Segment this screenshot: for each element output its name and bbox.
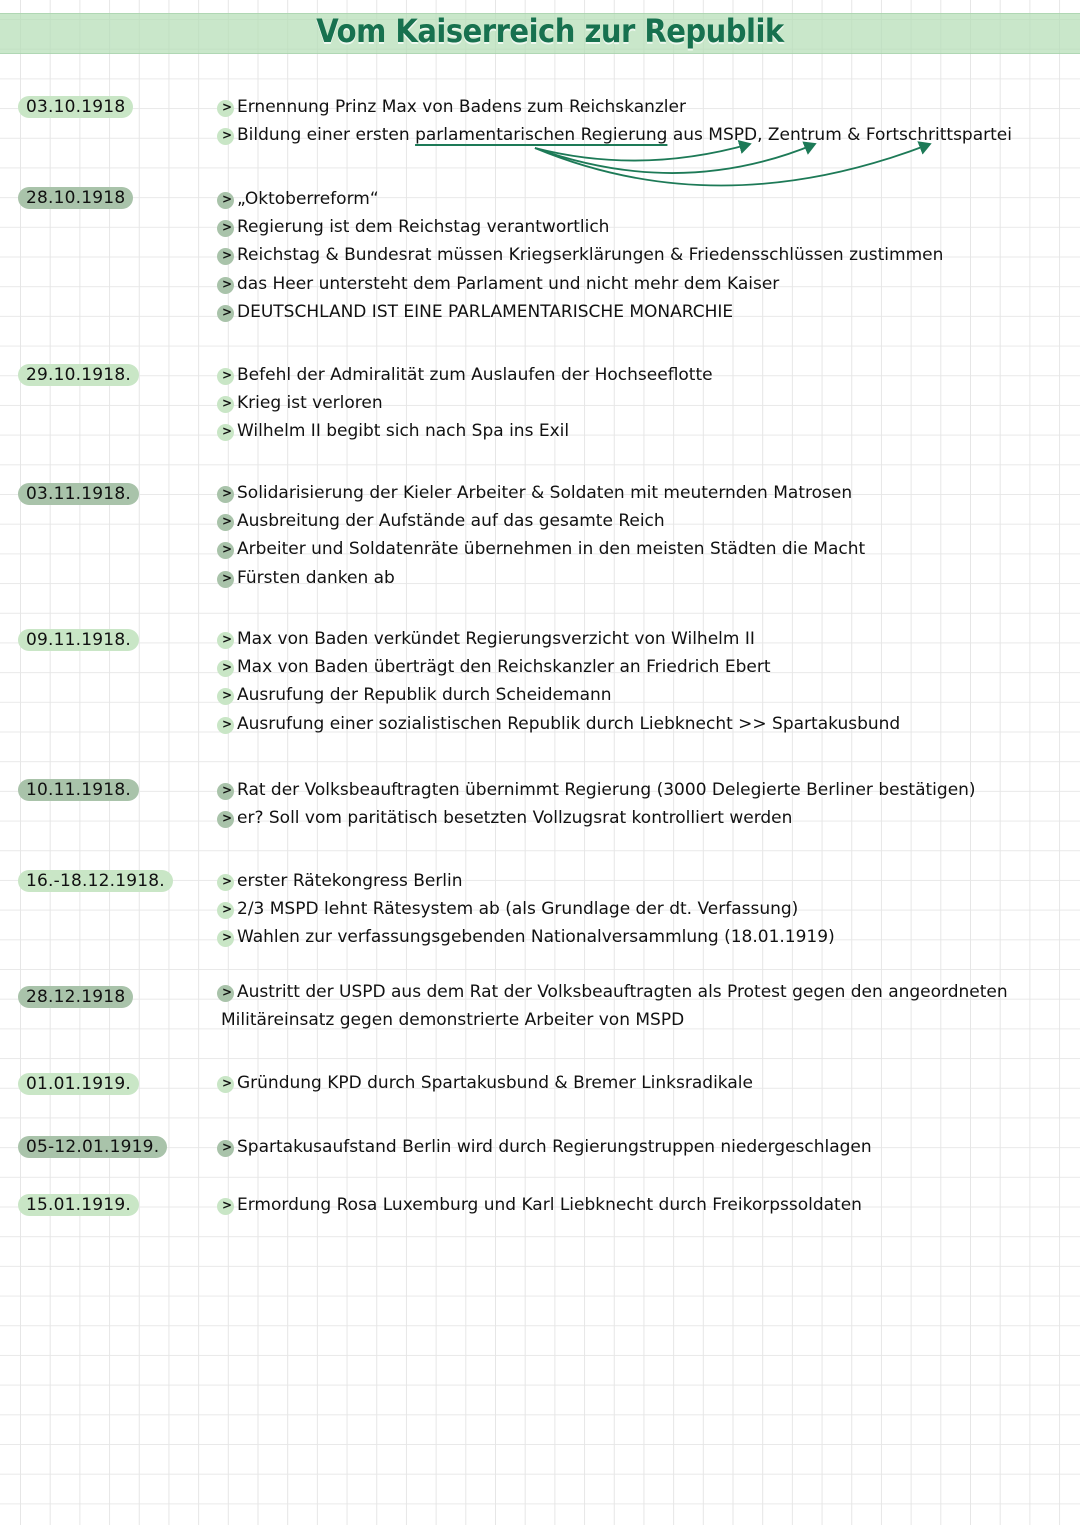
chevron-right-icon	[217, 220, 234, 237]
entry-list	[217, 776, 976, 832]
chevron-right-icon	[217, 368, 234, 385]
list-item: > Arbeiter und Soldatenräte übernehmen in den meisten Städten die Macht	[217, 535, 865, 563]
list-item: > erster Rätekongress Berlin	[217, 867, 835, 895]
list-item: > Wahlen zur verfassungsgebenden Nationalversammlung (18.01.1919)	[217, 923, 835, 951]
list-item: > Wilhelm II begibt sich nach Spa ins Exil	[217, 417, 713, 445]
date-badge: 16.-18.12.1918.	[18, 870, 173, 892]
chevron-right-icon	[217, 985, 234, 1002]
list-item: > Spartakusaufstand Berlin wird durch Regierungstruppen niedergeschlagen	[217, 1133, 872, 1161]
chevron-right-icon	[217, 248, 234, 265]
list-item: > Ermordung Rosa Luxemburg und Karl Liebknecht durch Freikorpssoldaten	[217, 1191, 862, 1219]
date-badge: 03.10.1918	[18, 96, 133, 118]
entry-list	[217, 361, 713, 446]
entry-list	[217, 978, 1008, 1034]
list-item: > Ausrufung der Republik durch Scheidemann	[217, 681, 900, 709]
chevron-right-icon	[217, 688, 234, 705]
list-item: > Austritt der USPD aus dem Rat der Volksbeauftragten als Protest gegen den angeordneten	[217, 978, 1008, 1006]
chevron-right-icon	[217, 192, 234, 209]
list-item: > Bildung einer ersten parlamentarischen Regierung aus MSPD, Zentrum & Fortschrittspartei	[217, 121, 1012, 149]
chevron-right-icon	[217, 396, 234, 413]
chevron-right-icon	[217, 128, 234, 145]
entry-list	[217, 185, 943, 326]
chevron-right-icon	[217, 571, 234, 588]
chevron-right-icon	[217, 717, 234, 734]
chevron-right-icon	[217, 632, 234, 649]
list-item: > Krieg ist verloren	[217, 389, 713, 417]
date-badge: 28.12.1918	[18, 986, 133, 1008]
chevron-right-icon	[217, 424, 234, 441]
list-item: > er? Soll vom paritätisch besetzten Vollzugsrat kontrolliert werden	[217, 804, 976, 832]
list-item: > Solidarisierung der Kieler Arbeiter & Soldaten mit meuternden Matrosen	[217, 479, 865, 507]
chevron-right-icon	[217, 486, 234, 503]
chevron-right-icon	[217, 1140, 234, 1157]
chevron-right-icon	[217, 1198, 234, 1215]
entry-list	[217, 479, 865, 592]
list-item: > das Heer untersteht dem Parlament und nicht mehr dem Kaiser	[217, 270, 943, 298]
entry-list	[217, 867, 835, 952]
date-badge: 09.11.1918.	[18, 629, 139, 651]
list-item: > Max von Baden verkündet Regierungsverzicht von Wilhelm II	[217, 625, 900, 653]
page-title: Vom Kaiserreich zur Republik	[316, 12, 784, 50]
chevron-right-icon	[217, 783, 234, 800]
chevron-right-icon	[217, 514, 234, 531]
chevron-right-icon	[217, 100, 234, 117]
list-item: > 2/3 MSPD lehnt Rätesystem ab (als Grundlage der dt. Verfassung)	[217, 895, 835, 923]
date-badge: 10.11.1918.	[18, 779, 139, 801]
chevron-right-icon	[217, 305, 234, 322]
list-item: > DEUTSCHLAND IST EINE PARLAMENTARISCHE MONARCHIE	[217, 298, 943, 326]
list-item: > Rat der Volksbeauftragten übernimmt Regierung (3000 Delegierte Berliner bestätigen)	[217, 776, 976, 804]
list-item: > Ausrufung einer sozialistischen Republik durch Liebknecht >> Spartakusbund	[217, 710, 900, 738]
list-item: > Befehl der Admiralität zum Auslaufen der Hochseeflotte	[217, 361, 713, 389]
entry-list	[217, 1069, 753, 1097]
entry-list	[217, 1133, 872, 1161]
list-item: > Reichstag & Bundesrat müssen Kriegserklärungen & Friedensschlüssen zustimmen	[217, 241, 943, 269]
list-item: > Ausbreitung der Aufstände auf das gesamte Reich	[217, 507, 865, 535]
chevron-right-icon	[217, 1076, 234, 1093]
entry-list	[217, 625, 900, 738]
list-item: > Ernennung Prinz Max von Badens zum Reichskanzler	[217, 93, 1012, 121]
chevron-right-icon	[217, 874, 234, 891]
date-badge: 28.10.1918	[18, 187, 133, 209]
date-badge: 05-12.01.1919.	[18, 1136, 167, 1158]
list-item-continuation: Militäreinsatz gegen demonstrierte Arbeiter von MSPD	[221, 1010, 685, 1031]
list-item: > „Oktoberreform“	[217, 185, 943, 213]
date-badge: 29.10.1918.	[18, 364, 139, 386]
list-item: > Max von Baden überträgt den Reichskanzler an Friedrich Ebert	[217, 653, 900, 681]
list-item: > Gründung KPD durch Spartakusbund & Bremer Linksradikale	[217, 1069, 753, 1097]
underlined-term: parlamentarischen Regierung	[415, 125, 668, 146]
entry-list	[217, 1191, 862, 1219]
entry-list	[217, 93, 1012, 149]
date-badge: 03.11.1918.	[18, 483, 139, 505]
chevron-right-icon	[217, 660, 234, 677]
date-badge: 15.01.1919.	[18, 1194, 139, 1216]
list-item: > Fürsten danken ab	[217, 564, 865, 592]
list-item: > Regierung ist dem Reichstag verantwortlich	[217, 213, 943, 241]
chevron-right-icon	[217, 277, 234, 294]
date-badge: 01.01.1919.	[18, 1073, 139, 1095]
chevron-right-icon	[217, 542, 234, 559]
chevron-right-icon	[217, 811, 234, 828]
chevron-right-icon	[217, 930, 234, 947]
chevron-right-icon	[217, 902, 234, 919]
